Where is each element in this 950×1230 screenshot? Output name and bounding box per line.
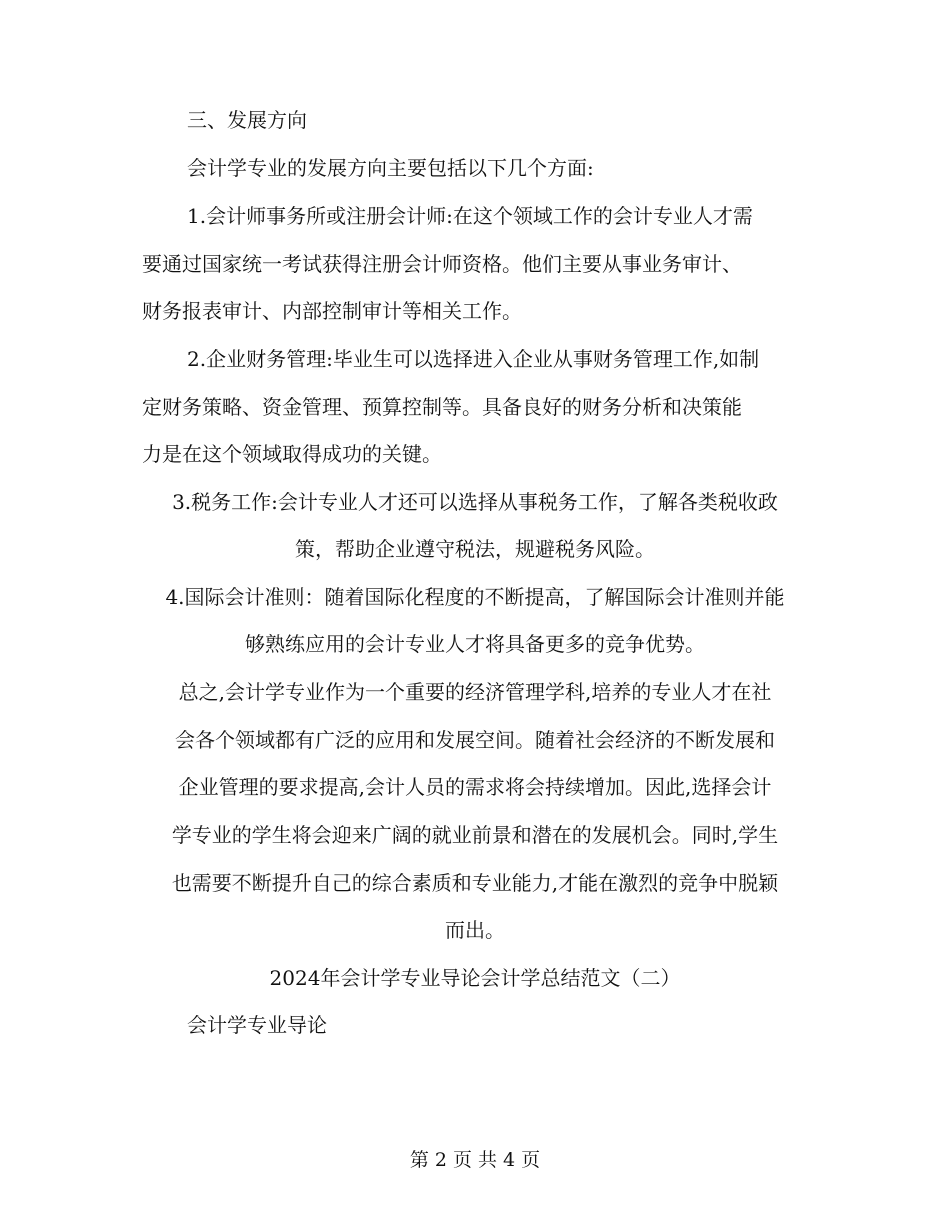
conclusion-line5: 也需要不断提升自己的综合素质和专业能力,才能在激烈的竞争中脱颖 <box>171 871 779 895</box>
conclusion-line6: 而出。 <box>445 918 505 942</box>
item4-line1: 4.国际会计准则：随着国际化程度的不断提高，了解国际会计准则并能 <box>165 585 785 609</box>
conclusion-line2: 会各个领域都有广泛的应用和发展空间。随着社会经济的不断发展和 <box>175 728 775 752</box>
section-heading: 三、发展方向 <box>187 108 307 132</box>
item1-line3: 财务报表审计、内部控制审计等相关工作。 <box>142 299 522 323</box>
next-article-heading: 会计学专业导论 <box>187 1013 327 1037</box>
item2-line2: 定财务策略、资金管理、预算控制等。具备良好的财务分析和决策能 <box>142 395 742 419</box>
item2-line3: 力是在这个领域取得成功的关键。 <box>142 442 442 466</box>
conclusion-line4: 学专业的学生将会迎来广阔的就业前景和潜在的发展机会。同时,学生 <box>171 823 779 847</box>
conclusion-line3: 企业管理的要求提高,会计人员的需求将会持续增加。因此,选择会计 <box>178 775 772 799</box>
item3-line2: 策，帮助企业遵守税法，规避税务风险。 <box>295 537 655 561</box>
item3-line1: 3.税务工作:会计专业人才还可以选择从事税务工作，了解各类税收政 <box>172 490 778 514</box>
intro-paragraph: 会计学专业的发展方向主要包括以下几个方面: <box>187 156 594 180</box>
page-number-footer: 第 2 页 共 4 页 <box>409 1149 541 1171</box>
item1-line1: 1.会计师事务所或注册会计师:在这个领域工作的会计专业人才需 <box>187 204 753 228</box>
item2-line1: 2.企业财务管理:毕业生可以选择进入企业从事财务管理工作,如制 <box>187 347 760 371</box>
item4-line2: 够熟练应用的会计专业人才将具备更多的竞争优势。 <box>245 632 705 656</box>
next-article-title: 2024年会计学专业导论会计学总结范文（二） <box>269 966 681 990</box>
item1-line2: 要通过国家统一考试获得注册会计师资格。他们主要从事业务审计、 <box>142 252 742 276</box>
conclusion-line1: 总之,会计学专业作为一个重要的经济管理学科,培养的专业人才在社 <box>178 680 772 704</box>
